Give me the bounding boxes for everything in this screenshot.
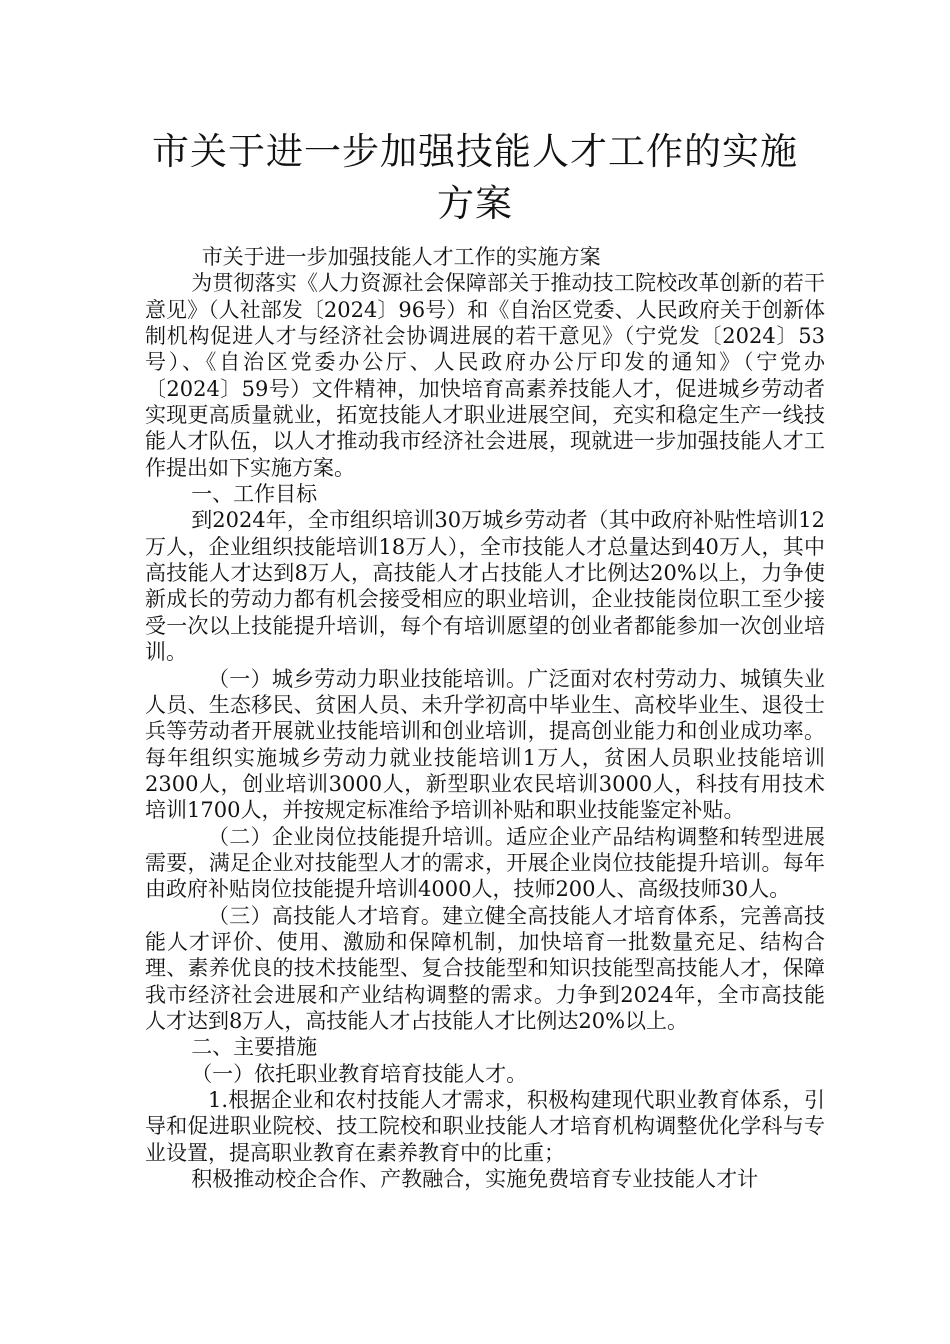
- paragraph-measure-1: 1.根据企业和农村技能人才需求，积极构建现代职业教育体系，引导和促进职业院校、技工院校和职业技能人才培育机构调整优化学科与专业设置，提高职业教育在素养教育中的比重；: [145, 1088, 825, 1165]
- paragraph-goals: 到2024年，全市组织培训30万城乡劳动者（其中政府补贴性培训12万人，企业组织技能培训18万人），全市技能人才总量达到40万人，其中高技能人才达到8万人，高技能人才占技能人才比例达20%以上，力争使新成长的劳动力都有机会接受相应的职业培训，企业技能岗位职工至少接受一次以上技能提升培训，每个有培训愿望的创业者都能参加一次创业培训。: [145, 508, 825, 665]
- section-heading-measures: 二、主要措施: [191, 1035, 318, 1060]
- section-heading-goals: 一、工作目标: [191, 482, 318, 507]
- document-title: 市关于进一步加强技能人才工作的实施方案: [152, 130, 798, 225]
- document-body: [145, 244, 825, 1192]
- subheading-vocational-education: （一）依托职业教育培育技能人才。: [191, 1061, 528, 1086]
- paragraph-intro: 为贯彻落实《人力资源社会保障部关于推动技工院校改革创新的若干意见》（人社部发〔2024〕96号）和《自治区党委、人民政府关于创新体制机构促进人才与经济社会协调进展的若干意见》（宁党发〔2024〕53号）、《自治区党委办公厅、人民政府办公厅印发的通知》（宁党办〔2024〕59号）文件精神，加快培育高素养技能人才，促进城乡劳动者实现更高质量就业，拓宽技能人才职业进展空间，充实和稳定生产一线技能人才队伍，以人才推动我市经济社会进展，现就进一步加强技能人才工作提出如下实施方案。: [145, 271, 825, 480]
- paragraph-urban-rural-training: （一）城乡劳动力职业技能培训。广泛面对农村劳动力、城镇失业人员、生态移民、贫困人员、未升学初高中毕业生、高校毕业生、退役士兵等劳动者开展就业技能培训和创业培训，提高创业能力和创业成功率。每年组织实施城乡劳动力就业技能培训1万人，贫困人员职业技能培训2300人，创业培训3000人，新型职业农民培训3000人，科技有用技术培训1700人，并按规定标准给予培训补贴和职业技能鉴定补贴。: [145, 666, 825, 823]
- paragraph-enterprise-training: （二）企业岗位技能提升培训。适应企业产品结构调整和转型进展需要，满足企业对技能型人才的需求，开展企业岗位技能提升培训。每年由政府补贴岗位技能提升培训4000人，技师200人、高级技师30人。: [145, 824, 825, 902]
- paragraph-high-skill-talent: （三）高技能人才培育。建立健全高技能人才培育体系，完善高技能人才评价、使用、激励和保障机制，加快培育一批数量充足、结构合理、素养优良的技术技能型、复合技能型和知识技能型高技能人才，保障我市经济社会进展和产业结构调整的需求。力争到2024年，全市高技能人才达到8万人，高技能人才占技能人才比例达20%以上。: [145, 903, 825, 1033]
- paragraph-repeat-title: 市关于进一步加强技能人才工作的实施方案: [201, 245, 601, 269]
- paragraph-school-enterprise: 积极推动校企合作、产教融合，实施免费培育专业技能人才计: [191, 1167, 759, 1192]
